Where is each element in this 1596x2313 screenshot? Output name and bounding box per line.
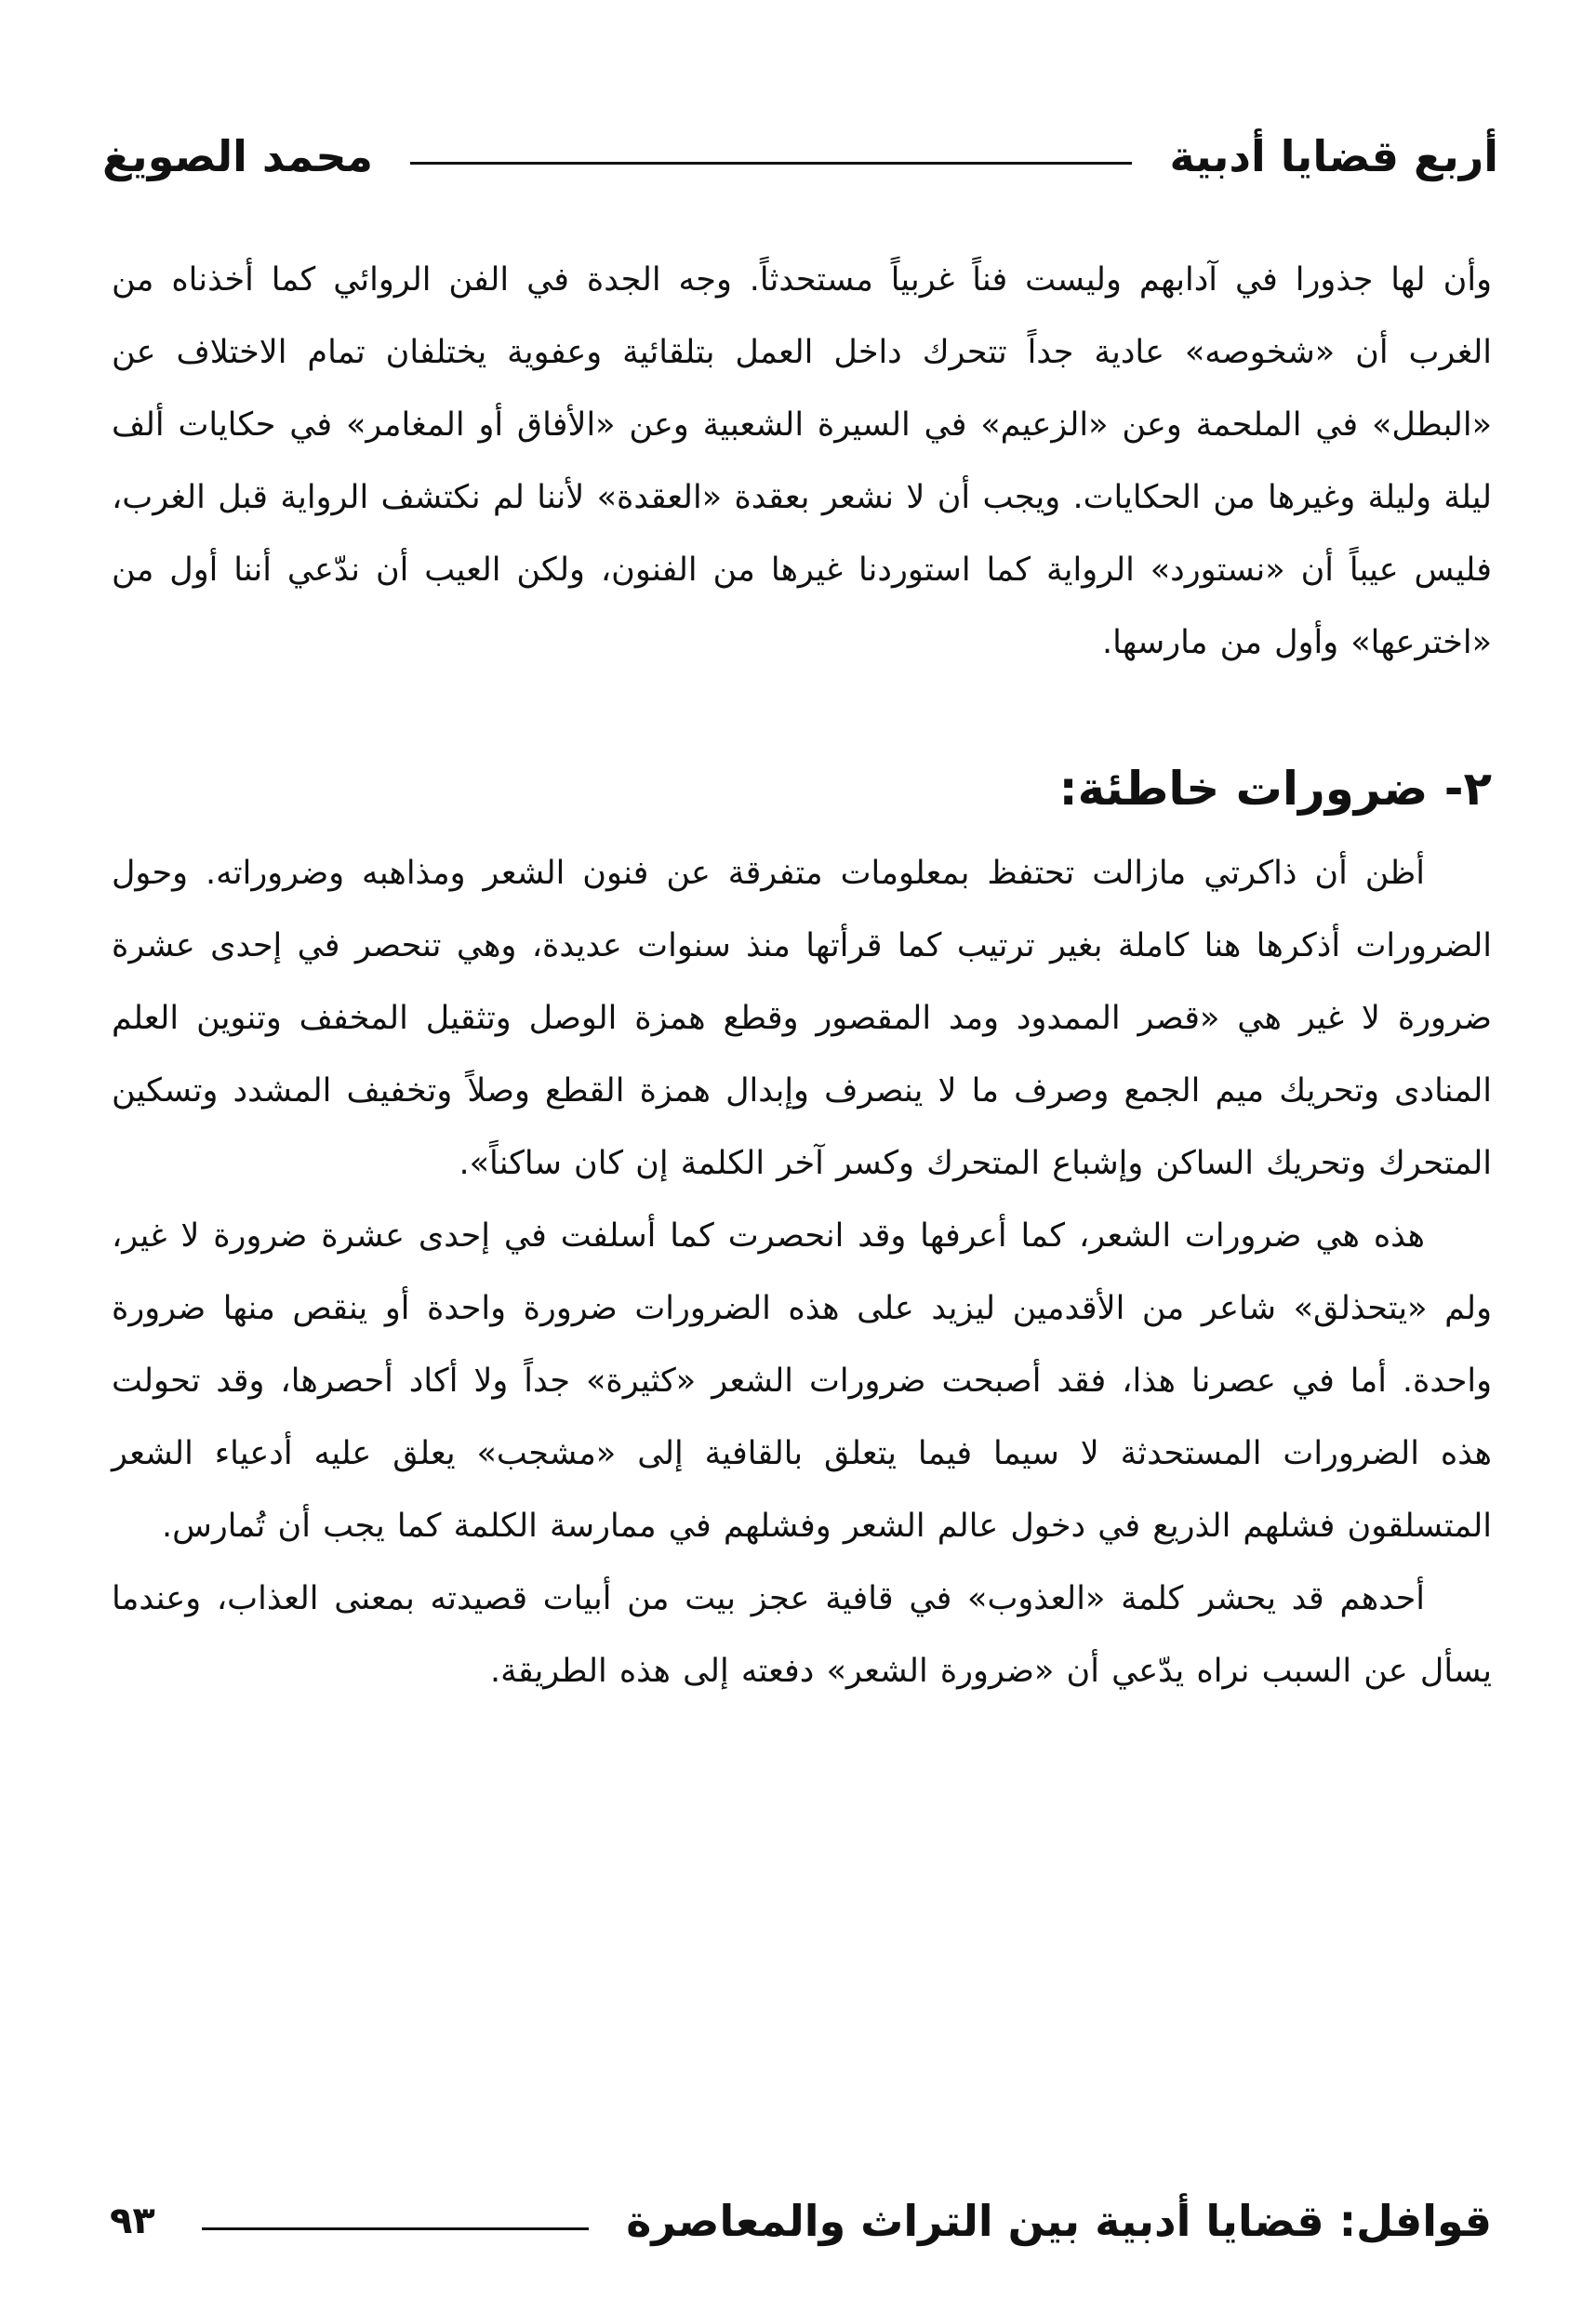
section-heading: ٢- ضرورات خاطئة:	[1058, 762, 1492, 816]
running-footer	[110, 2184, 1492, 2258]
intro-paragraph: وأن لها جذورا في آدابهم وليست فناً غربياً مستحدثاً. وجه الجدة في الفن الروائي كما أخذناه من الغرب أن «شخوصه» عادية جداً تتحرك داخل العمل بتلقائية وعفوية يختلفان تمام الاختلاف عن «البطل» في الملحمة وعن «الزعيم» في السيرة الشعبية وعن «الأفاق أو المغامر» في حكايات ألف ليلة وليلة وغيرها من الحكايات. ويجب أن لا نشعر بعقدة «العقدة» لأننا لم نكتشف الرواية قبل الغرب، فليس عيباً أن «نستورد» الرواية كما استوردنا غيرها من الفنون، ولكن العيب أن ندّعي أننا أول من «اخترعها» وأول من مارسها.	[112, 261, 1492, 661]
footer-rule	[202, 2227, 589, 2230]
section-paragraph-1: أظن أن ذاكرتي مازالت تحتفظ بمعلومات متفرقة عن فنون الشعر ومذاهبه وضروراته. وحول الضرورات أذكرها هنا كاملة بغير ترتيب كما قرأتها منذ سنوات عديدة، وهي تنحصر في إحدى عشرة ضرورة لا غير هي «قصر الممدود ومد المقصور وقطع همزة الوصل وتثقيل المخفف وتنوين العلم المنادى وتحريك ميم الجمع وصرف ما لا ينصرف وإبدال همزة القطع وصلاً وتخفيف المشدد وتسكين المتحرك وتحريك الساكن وإشباع المتحرك وكسر آخر الكلمة إن كان ساكناً».	[112, 855, 1492, 1182]
footer-series-title: قوافل: قضايا أدبية بين التراث والمعاصرة	[626, 2196, 1492, 2246]
section-paragraph-3: أحدهم قد يحشر كلمة «العذوب» في قافية عجز بيت من أبيات قصيدته بمعنى العذاب، وعندما يسأل عن السبب نراه يدّعي أن «ضرورة الشعر» دفعته إلى هذه الطريقة.	[112, 1580, 1492, 1690]
page-number: ٩٣	[110, 2200, 155, 2242]
running-header	[102, 119, 1498, 193]
section-paragraph-2: هذه هي ضرورات الشعر، كما أعرفها وقد انحصرت كما أسلفت في إحدى عشرة ضرورة لا غير، ولم «يتحذلق» شاعر من الأقدمين ليزيد على هذه الضرورات ضرورة واحدة أو ينقص منها ضرورة واحدة. أما في عصرنا هذا، فقد أصبحت ضرورات الشعر «كثيرة» جداً ولا أكاد أحصرها، وقد تحولت هذه الضرورات المستحدثة لا سيما فيما يتعلق بالقافية إلى «مشجب» يعلق عليه أدعياء الشعر المتسلقون فشلهم الذريع في دخول عالم الشعر وفشلهم في ممارسة الكلمة كما يجب أن تُمارس.	[112, 1217, 1492, 1545]
header-author: محمد الصويغ	[102, 131, 373, 181]
page-body	[112, 244, 1492, 1708]
header-book-title: أربع قضايا أدبية	[1169, 131, 1498, 181]
header-rule	[410, 162, 1132, 165]
